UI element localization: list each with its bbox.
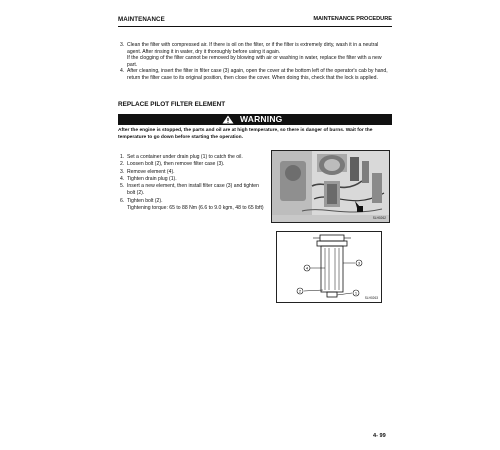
list-item	[120, 161, 268, 168]
list-item	[120, 42, 392, 55]
step-text: Tighten drain plug (1).	[127, 175, 177, 182]
figure-id: SLH0262	[372, 216, 386, 220]
callout-3: 3	[357, 260, 361, 266]
filter-diagram-figure	[276, 231, 382, 303]
header-rule	[118, 26, 392, 27]
list-item	[120, 169, 268, 176]
replacement-steps	[120, 154, 268, 212]
cleaning-steps	[120, 42, 392, 82]
step-number: 4.	[120, 175, 125, 182]
step-text: Loosen bolt (2), then remove filter case (3).	[127, 161, 225, 168]
section-title: REPLACE PILOT FILTER ELEMENT	[118, 101, 226, 108]
step-text: Tightening torque: 65 to 88 Nm (6.6 to 9.0 kgm, 48 to 65 lbft)	[127, 205, 264, 212]
header-chapter: MAINTENANCE	[118, 16, 165, 23]
list-item	[120, 183, 268, 198]
step-text: If the clogging of the filter cannot be removed by blowing with air or washing in water, replace the filter with a new part.	[127, 55, 382, 68]
step-number: 1.	[120, 154, 125, 160]
step-text: Insert a new element, then install filter case (3) and tighten bolt (2).	[127, 183, 259, 197]
filter-diagram	[277, 232, 381, 302]
warning-triangle-icon	[222, 115, 234, 124]
list-item	[120, 68, 392, 81]
step-number: 3.	[120, 42, 125, 48]
callout-2: 2	[298, 288, 302, 294]
callout-4: 4	[305, 265, 309, 271]
figure-id: SLH0263	[364, 296, 378, 300]
step-number: 4.	[120, 68, 125, 75]
step-text: After cleaning, insert the filter in filter case (3) again, open the cover at the bottom left of the operator's cab by hand, return the filter case to its original position, then close the cover. When doing this, check that the lock is applied.	[127, 68, 388, 81]
step-number	[120, 55, 127, 68]
step-number: 5.	[120, 183, 125, 190]
step-number: 2.	[120, 161, 125, 168]
step-number: 6.	[120, 197, 125, 204]
list-item	[120, 176, 268, 183]
step-number: 3.	[120, 168, 125, 175]
step-text: Clean the filter with compressed air. If there is oil on the filter, or if the filter is extremely dirty, wash it in a neutral agent. After rinsing it in water, dry it thoroughly before using it again.	[127, 42, 379, 55]
list-item	[120, 205, 268, 212]
callout-1: 1	[354, 290, 358, 296]
list-item	[120, 154, 268, 161]
engine-photo	[272, 151, 389, 222]
engine-photo-figure	[271, 150, 390, 223]
list-item	[120, 55, 392, 68]
step-text: Set a container under drain plug (1) to catch the oil.	[127, 154, 243, 160]
step-text: Tighten bolt (2).	[127, 197, 163, 204]
warning-label: WARNING	[240, 114, 283, 124]
list-item	[120, 198, 268, 205]
header-section: MAINTENANCE PROCEDURE	[313, 16, 392, 22]
warning-banner	[118, 114, 392, 125]
step-number	[120, 205, 127, 212]
step-text: Remove element (4).	[127, 168, 175, 175]
warning-text: After the engine is stopped, the parts and oil are at high temperature, so there is danger of burns. Wait for the temperature to go down before starting the operation.	[118, 128, 373, 140]
page-number: 4- 99	[373, 433, 386, 439]
